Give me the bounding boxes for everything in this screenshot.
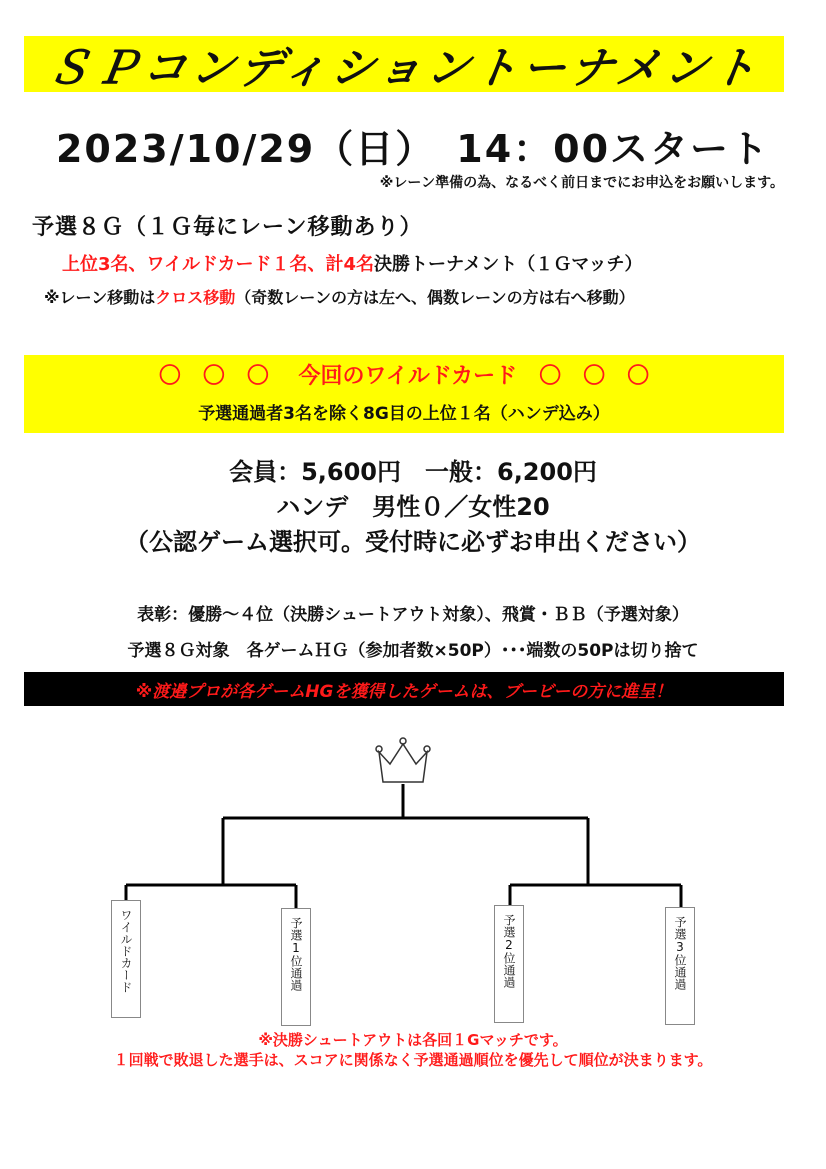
- page-title: ＳＰコンディショントーナメント: [42, 43, 764, 94]
- awards-info: 表彰：優勝～４位（決勝シュートアウト対象）、飛賞・ＢＢ（予選対象）: [137, 605, 689, 625]
- bracket-slot-wildcard: ワイルドカード: [111, 900, 141, 1018]
- cross-move-text: クロス移動: [155, 288, 236, 307]
- qualifying-advance-rule: [62, 250, 643, 276]
- bracket-slot-qualifier-2: 予選2位通過: [494, 905, 524, 1023]
- bracket-slot-qualifier-1: 予選1位通過: [281, 908, 311, 1026]
- advance-count-text: 上位3名、ワイルドカード１名、計4名: [62, 254, 374, 275]
- wildcard-rule: 予選通過者3名を除く8G目の上位１名（ハンデ込み）: [198, 404, 610, 424]
- lane-move-prefix: ※レーン移動は: [44, 288, 156, 307]
- booby-prize-text: ※渡邉プロが各ゲームHGを獲得したゲームは、ブービーの方に進呈！: [135, 681, 673, 702]
- bracket-slot-qualifier-3: 予選3位通過: [665, 907, 695, 1025]
- booby-prize-banner: [24, 672, 784, 706]
- shootout-note: ※決勝シュートアウトは各回１Gマッチです。: [258, 1031, 568, 1049]
- wildcard-banner: [24, 355, 784, 433]
- date-note: ※レーン準備の為、なるべく前日までにお申込をお願いします。: [379, 175, 784, 191]
- lane-move-detail: （奇数レーンの方は左へ、偶数レーンの方は右へ移動）: [235, 288, 635, 307]
- certified-game-note: （公認ゲーム選択可。受付時に必ずお申出ください）: [125, 528, 701, 556]
- final-tournament-text: 決勝トーナメント（１Ｇマッチ）: [373, 254, 643, 275]
- lane-move-note: [44, 285, 635, 308]
- bracket-lines: [126, 784, 681, 908]
- wildcard-heading: 〇 〇 〇 今回のワイルドカード 〇 〇 〇: [158, 364, 650, 389]
- entry-fee: 会員：5,600円 一般：6,200円: [229, 458, 597, 486]
- ranking-rule-note: １回戦で敗退した選手は、スコアに関係なく予選通過順位を優先して順位が決まります。: [113, 1051, 713, 1069]
- title-banner: [24, 36, 784, 92]
- qualifying-heading: 予選８Ｇ（１Ｇ毎にレーン移動あり）: [32, 215, 423, 240]
- event-date: 2023/10/29（日） 14：00スタート: [55, 127, 771, 171]
- high-game-prize-info: 予選８Ｇ対象 各ゲームＨＧ（参加者数×50P）･･･端数の50Pは切り捨て: [127, 641, 699, 661]
- crown-icon: [376, 738, 430, 782]
- handicap-info: ハンデ 男性０／女性20: [276, 493, 550, 521]
